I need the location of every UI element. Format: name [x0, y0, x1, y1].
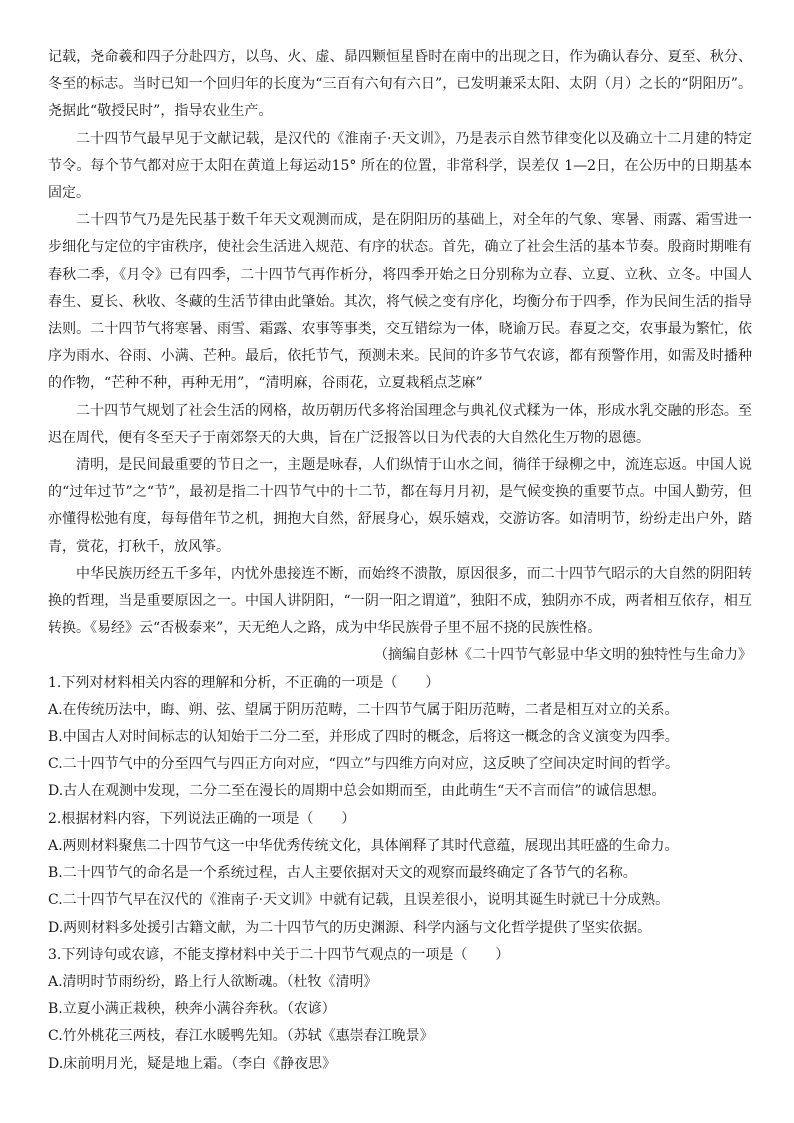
option-b: B.立夏小满正栽秧，秧奔小满谷奔秋。（农谚）: [48, 1001, 336, 1018]
option-d: D.床前明月光，疑是地上霜。（李白《静夜思》: [48, 1055, 337, 1072]
option-c: C.二十四节气早在汉代的《淮南子·天文训》中就有记载，且误差很小，说明其诞生时就已十分成熟。: [48, 892, 670, 909]
question-stem: 3.下列诗句或农谚，不能支撑材料中关于二十四节气观点的一项是（ ）: [48, 946, 510, 963]
option-c: C.二十四节气中的分至四气与四正方向对应，“四立”与四维方向对应，这反映了空间决定时间的哲学。: [48, 756, 679, 773]
document-page: [48, 44, 752, 1078]
option-d: D.古人在观测中发现，二分二至在漫长的周期中总会如期而至，由此萌生“天不言而信”的诚信思想。: [48, 783, 666, 800]
question-1: [48, 670, 752, 806]
passage-paragraph-2: 二十四节气最早见于文献记载，是汉代的《淮南子·天文训》，乃是表示自然节律变化以及确立十二月建的特定节令。每个节气都对应于太阳在黄道上每运动15° 所在的位置，非常科学，误差仅 1—2日，在公历中的日期基本固定。: [48, 130, 752, 202]
passage-source: （摘编自彭林《二十四节气彰显中华文明的独特性与生命力》: [374, 647, 752, 664]
passage-paragraph-1: 记载，尧命羲和四子分赴四方，以鸟、火、虚、昴四颗恒星昏时在南中的出现之日，作为确认春分、夏至、秋分、冬至的标志。当时已知一个回归年的长度为“三百有六旬有六日”，已发明兼采太阳、太阴（月）之长的“阴阳历”。尧据此“敬授民时”，指导农业生产。: [48, 49, 752, 120]
passage-paragraph-4: 二十四节气规划了社会生活的网格，故历朝历代多将治国理念与典礼仪式糅为一体，形成水乳交融的形态。至迟在周代，便有冬至天子于南郊祭天的大典，旨在广泛报答以日为代表的大自然化生万物的恩德。: [48, 402, 752, 446]
option-b: B.中国古人对时间标志的认知始于二分二至，并形成了四时的概念，后将这一概念的含义演变为四季。: [48, 729, 679, 746]
option-d: D.两则材料多处援引古籍文献，为二十四节气的历史渊源、科学内涵与文化哲学提供了坚实依据。: [48, 919, 652, 936]
option-c: C.竹外桃花三两枝，春江水暖鸭先知。（苏轼《惠崇春江晚景》: [48, 1028, 434, 1045]
option-a: A.清明时节雨纷纷，路上行人欲断魂。（杜牧《清明》: [48, 973, 378, 990]
question-stem: 1.下列对材料相关内容的理解和分析，不正确的一项是（ ）: [48, 674, 440, 691]
passage-paragraph-3: 二十四节气乃是先民基于数千年天文观测而成，是在阴阳历的基础上，对全年的气象、寒暑、雨露、霜雪进一步细化与定位的宇宙秩序，使社会生活进入规范、有序的状态。首先，确立了社会生活的基本节奏。殷商时期唯有春秋二季，《月令》已有四季，二十四节气再作析分，将四季开始之日分别称为立春、立夏、立秋、立冬。中国人春生、夏长、秋收、冬藏的生活节律由此肇始。其次，将气候之变有序化，均衡分布于四季，作为民间生活的指导法则。二十四节气将寒暑、雨雪、霜露、农事等事类，交互错综为一体，晓谕万民。春夏之交，农事最为繁忙，依序为雨水、谷雨、小满、芒种。最后，依托节气，预测未来。民间的许多节气农谚，都有预警作用，如需及时播种的作物，“芒种不种，再种无用”，“清明麻，谷雨花，立夏栽稻点芝麻”: [48, 212, 752, 392]
option-a: A.在传统历法中，晦、朔、弦、望属于阴历范畴，二十四节气属于阳历范畴，二者是相互对立的关系。: [48, 701, 679, 718]
question-stem: 2.根据材料内容，下列说法正确的一项是（ ）: [48, 810, 356, 827]
passage-paragraph-6: 中华民族历经五千多年，内忧外患接连不断，而始终不溃散，原因很多，而二十四节气昭示的大自然的阴阳转换的哲理，当是重要原因之一。中国人讲阴阳，“一阴一阳之谓道”，独阳不成，独阴亦不成，两者相互依存，相互转换。《易经》云“否极泰来”，天无绝人之路，成为中华民族骨子里不屈不挠的民族性格。: [48, 565, 752, 637]
passage-paragraph-5: 清明，是民间最重要的节日之一，主题是咏春，人们纵情于山水之间，徜徉于绿柳之中，流连忘返。中国人说的“过年过节”之“节”，最初是指二十四节气中的十二节，都在每月月初，是气候变换的重要节点。中国人勤劳，但亦懂得松弛有度，每每借年节之机，拥抱大自然，舒展身心，娱乐嬉戏，交游访客。如清明节，纷纷走出户外，踏青，赏花，打秋千，放风筝。: [48, 457, 752, 555]
question-3: [48, 942, 752, 1078]
option-b: B.二十四节气的命名是一个系统过程，古人主要依据对天文的观察而最终确定了各节气的名称。: [48, 865, 637, 882]
option-a: A.两则材料聚焦二十四节气这一中华优秀传统文化，具体阐释了其时代意蕴，展现出其旺盛的生命力。: [48, 837, 679, 854]
question-2: [48, 806, 752, 942]
